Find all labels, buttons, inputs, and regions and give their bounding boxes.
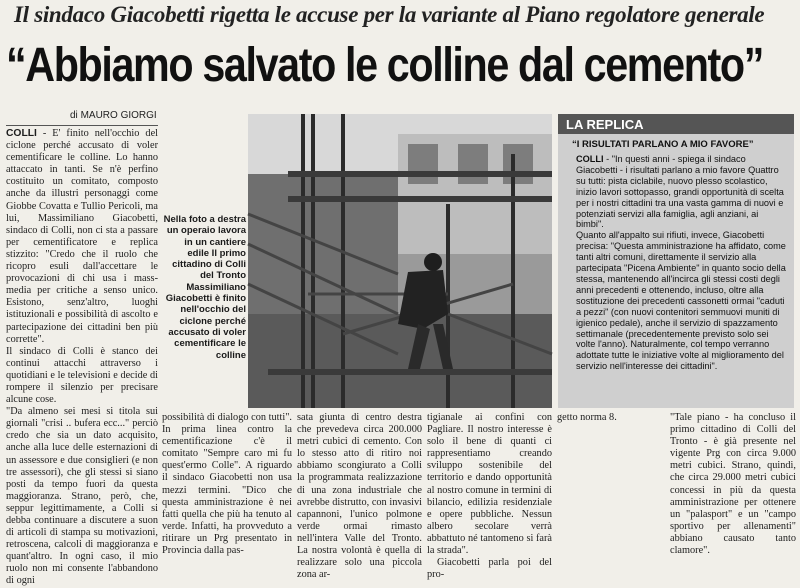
article-column-1: [6, 124, 158, 587]
article-kicker: Il sindaco Giacobetti rigetta le accuse per la variante al Piano regolatore generale: [14, 2, 765, 27]
byline-author: MAURO GIORGI: [80, 110, 157, 121]
photo-caption: Nella foto a destra un operaio lavora in un cantiere edile Il primo cittadino di Colli del Tronto Massimiliano Giacobetti è finito nell'occhio del ciclone perché accusato di voler cementificare le colline: [163, 214, 246, 361]
replica-paragraph: [576, 154, 786, 230]
byline: [70, 110, 157, 121]
byline-prefix: di: [70, 110, 78, 121]
article-paragraph: Il sindaco di Colli è stanco dei continui attacchi attraverso i quotidiani e le televisioni e decide di rompere il silenzio per precisare alcune cose.: [6, 345, 158, 406]
replica-paragraph-text: - "In questi anni - spiega il sindaco Giacobetti - i risultati parlano a mio favore Quattro su tutti: pista ciclabile, nuovo plesso scolastico, inizio lavori sottopasso, grandi opportunità di scelta per i nostri cittadini tra una vasta gamma di nuovi e potenziati servizi alla famiglia, agli anziani, ai bimbi".: [576, 154, 784, 230]
lead-text: - E' finito nell'occhio del ciclone perché accusato di voler cementificare le colline. Lo hanno attaccato in tanti. Se n'è perfino costituito un comitato, composto anche da illustri personaggi come Giobbe Covatta e Tullio Pericoli, ma lui, Massimiliano Giacobetti, sindaco di Colli, non ci sta a passare per cementificatore e replica stizzito: "Credo che il ruolo che ricopro esuli dall'accettare le provocazioni di chi usa i mass-media per critiche a senso unico. Esistono, senz'altro, luoghi istituzionali e possibilità di ascolto e partecipazione dei cittadini ben più corrette".: [6, 128, 158, 345]
replica-dateline: COLLI: [576, 154, 604, 164]
replica-subtitle: “I RISULTATI PARLANO A MIO FAVORE”: [572, 139, 754, 150]
article-paragraph: "Tale piano - ha concluso il primo cittadino di Colli del Tronto - è già presente nel vigente Prg con circa 9.000 metri cubici. Strano, quindi, che circa 29.000 metri cubici concessi in più da questa amministrazione per ottenere un "palasport" e un "campo sportivo per allenamenti" abbiano causato tanto clamore".: [670, 412, 796, 557]
article-column-3: [297, 412, 422, 581]
article-paragraph: possibilità di dialogo con tutti". In prima linea contro la cementificazione c'è il comitato "Sempre caro mi fu quest'ermo Colle". A riguardo il sindaco Giacobetti non usa mezzi termini. "Dico che questa amministrazione è nei fatti quella che più ha tenuto al verde. Infatti, ha provveduto a ritirare un Prg presentato in Provincia dalla pas-: [162, 412, 292, 557]
scaffolding-worker-image: [248, 114, 552, 408]
article-column-2: [162, 412, 292, 557]
article-headline: “Abbiamo salvato le colline dal cemento”: [6, 39, 764, 92]
article-paragraph: getto norma 8.: [557, 412, 617, 423]
replica-paragraph: Quanto all'appalto sui rifiuti, invece, Giacobetti precisa: "Questa amministrazione ha affidato, come tanti altri comuni, direttamente il servizio alla partecipata "Picena Ambiente" in quanto socio della stessa, mantenendo all'incirca gli stessi costi degli anni precedenti e ottenendo, incluso, oltre alla sostituzione dei precedenti cassonetti ormai "caduti a pezzi" (con nuovi contenitori semmuovi muniti di igienico pedale), anche il servizio di spazzamento settimanale (precedentemente previsto solo sei volte l'anno). Naturalmente, col tempo verranno adottate tutte le iniziative volte al miglioramento del servizio nell'interesse dei cittadini".: [576, 230, 786, 372]
article-column-4: [427, 412, 552, 581]
article-paragraph: "Da almeno sei mesi si titola sui giornali "crisi .. bufera ecc..." perciò credo che sia un dato acquisito, anche alla luce delle esternazioni di un assessore e due consiglieri (e non tre assessori), che gli stessi si siano posti da tempo fuori da questa maggioranza. Strano, però, che, seppur legittimamente, a Colli si debba continuare a discutere a suon di articoli di stampa su motivazioni, retroscena, calcoli di maggioranza e quant'altro. In ogni caso, il mio ruolo non mi consente l'abbandono di ogni: [6, 406, 158, 587]
article-lead-paragraph: [6, 128, 158, 346]
article-paragraph: sata giunta di centro destra che prevedeva circa 200.000 metri cubici di cemento. Con lo stesso atto di ritiro noi abbiamo scongiurato a Colli la programmata realizzazione di una zona industriale che avrebbe distrutto, con invasivi capannoni, l'unico polmone verde ormai rimasto nell'intera Valle del Tronto. La nostra volontà è quella di realizzare solo una piccola zona ar-: [297, 412, 422, 581]
dateline: COLLI: [6, 128, 37, 139]
article-column-6: [670, 412, 796, 557]
replica-title: LA REPLICA: [558, 114, 794, 134]
replica-text: [558, 152, 794, 372]
article-paragraph: Giacobetti parla poi del pro-: [427, 557, 552, 581]
article-paragraph: tigianale ai confini con Pagliare. Il nostro interesse è solo il bene di quanti ci rappresentiamo creando sviluppo sostenibile del territorio e dando opportunità al nostro comune in termini di bilancio, edilizia residenziale e opere pubbliche. Nessun albero secolare verrà abbattuto né tantomeno si farà la strada".: [427, 412, 552, 557]
replica-sidebar: [558, 114, 794, 408]
article-column-5: [557, 412, 657, 548]
column-rule: [6, 125, 158, 126]
construction-photo: [248, 114, 552, 408]
